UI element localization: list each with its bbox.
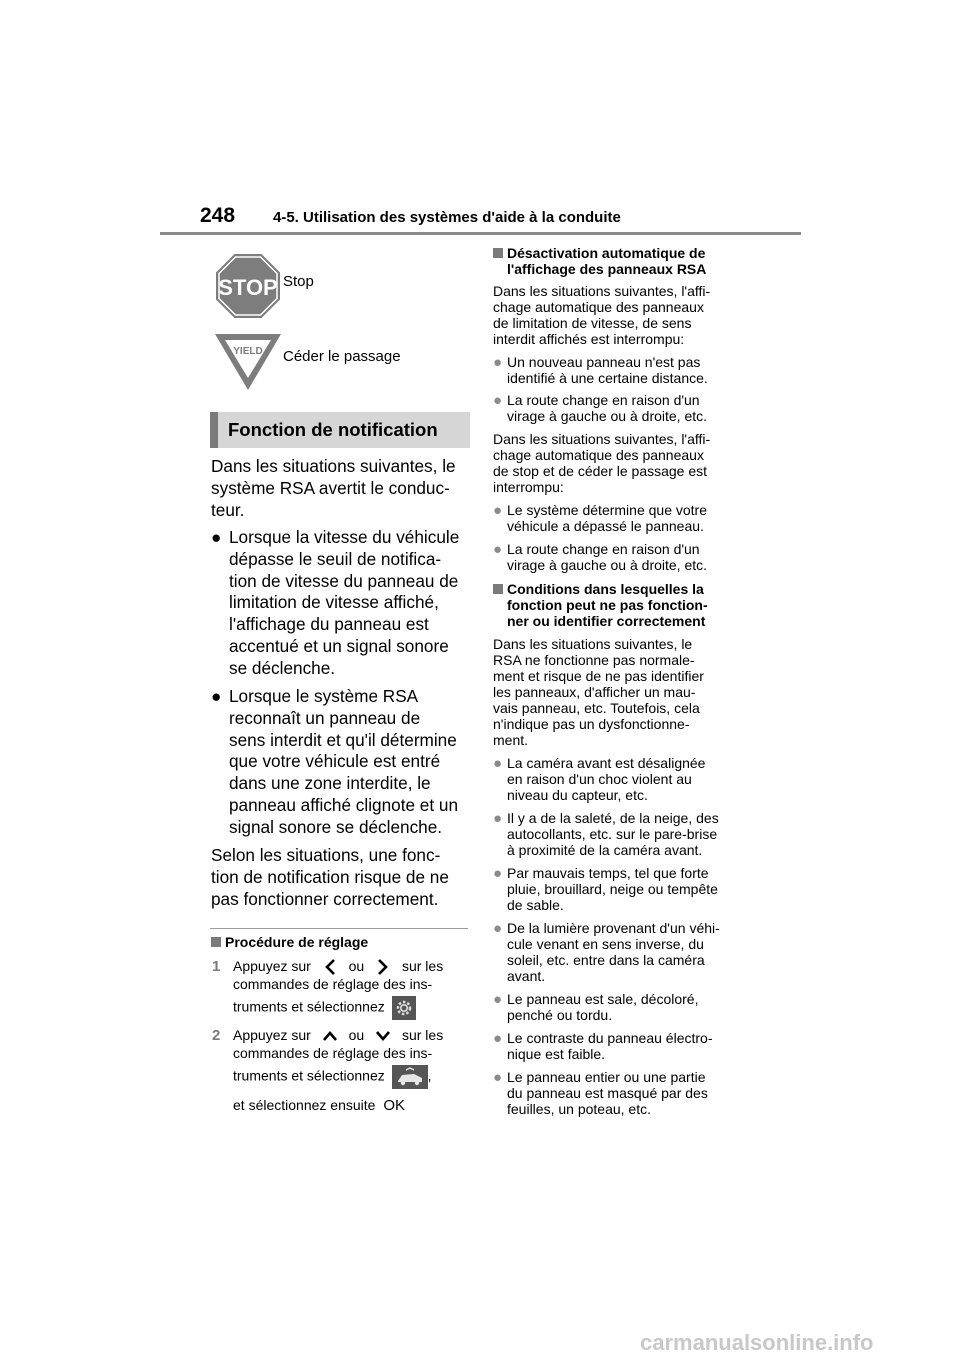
step-text: ou bbox=[348, 1027, 365, 1043]
para-line: les panneaux, d'afficher un mau- bbox=[493, 684, 696, 700]
divider bbox=[210, 928, 468, 929]
bullet-line: signal sonore se déclenche. bbox=[229, 816, 443, 837]
conditions-bullet-1 bbox=[507, 755, 757, 803]
bullet-line: limitation de vitesse affiché, bbox=[229, 592, 439, 613]
bullet-line: La route change en raison d'un bbox=[507, 541, 700, 557]
title-line: Conditions dans lesquelles la bbox=[507, 581, 704, 597]
auto-disable-intro-2 bbox=[493, 431, 755, 495]
square-bullet-icon bbox=[493, 248, 503, 258]
bullet-line: panneau affiché clignote et un bbox=[229, 794, 459, 815]
para-line: RSA ne fonctionne pas normale- bbox=[493, 652, 695, 668]
chevron-left-icon bbox=[323, 958, 339, 976]
title-line: Désactivation automatique de bbox=[507, 245, 706, 261]
bullet-line: de sable. bbox=[507, 897, 564, 913]
section-title: 4-5. Utilisation des systèmes d'aide à la conduite bbox=[273, 209, 621, 226]
square-bullet-icon bbox=[211, 937, 221, 947]
conditions-bullet-4 bbox=[507, 920, 757, 984]
step-text: truments et sélectionnez bbox=[233, 1067, 385, 1084]
conditions-bullet-5 bbox=[507, 991, 757, 1023]
step-text: et sélectionnez ensuite bbox=[233, 1097, 376, 1113]
bullet-line: Lorsque le système RSA bbox=[229, 686, 419, 706]
bullet-line: nique est faible. bbox=[507, 1046, 606, 1062]
bullet-line: Par mauvais temps, tel que forte bbox=[507, 865, 709, 881]
yield-sign-icon bbox=[213, 332, 283, 392]
bullet-line: l'affichage du panneau est bbox=[229, 614, 429, 635]
auto-disable-bullet-4 bbox=[507, 541, 757, 573]
bullet-line: autocollants, etc. sur le pare-brise bbox=[507, 826, 718, 842]
bullet-dot-icon: ● bbox=[211, 527, 222, 547]
notification-heading bbox=[210, 412, 470, 448]
para-line: chage automatique des panneaux bbox=[493, 299, 704, 315]
bullet-dot-icon: ● bbox=[493, 865, 503, 882]
para-line: interrompu: bbox=[493, 479, 564, 495]
procedure-title bbox=[211, 934, 368, 950]
note-line: Selon les situations, une fonc- bbox=[211, 845, 441, 865]
step-text: ou bbox=[348, 958, 365, 974]
step-2 bbox=[233, 1027, 473, 1114]
bullet-line: Il y a de la saleté, de la neige, des bbox=[507, 810, 719, 826]
bullet-line: véhicule a dépassé le panneau. bbox=[507, 518, 704, 534]
intro-line: système RSA avertit le conduc- bbox=[211, 477, 450, 498]
step-1 bbox=[233, 958, 473, 1020]
bullet-line: De la lumière provenant d'un véhi- bbox=[507, 920, 720, 936]
conditions-title bbox=[493, 581, 755, 629]
bullet-line: penché ou tordu. bbox=[507, 1007, 613, 1023]
notification-intro bbox=[211, 456, 473, 521]
step-text: sur les bbox=[401, 958, 444, 974]
watermark: carmanualsonline.info bbox=[640, 1330, 874, 1355]
bullet-line: virage à gauche ou à droite, etc. bbox=[507, 557, 708, 573]
bullet-line: Un nouveau panneau n'est pas bbox=[507, 354, 701, 370]
bullet-line: se déclenche. bbox=[229, 657, 336, 678]
chevron-right-icon bbox=[374, 958, 390, 976]
bullet-line: à proximité de la caméra avant. bbox=[507, 842, 703, 858]
title-line: l'affichage des panneaux RSA bbox=[507, 261, 707, 277]
para-line: n'indique pas un dysfonctionne- bbox=[493, 716, 690, 732]
bullet-line: pluie, brouillard, neige ou tempête bbox=[507, 881, 718, 897]
bullet-line: virage à gauche ou à droite, etc. bbox=[507, 408, 708, 424]
intro-line: Dans les situations suivantes, le bbox=[211, 456, 456, 476]
bullet-dot-icon: ● bbox=[493, 755, 503, 772]
notification-bullet-1 bbox=[229, 527, 479, 680]
bullet-dot-icon: ● bbox=[211, 686, 222, 706]
auto-disable-title bbox=[493, 245, 753, 277]
header-rule bbox=[160, 232, 801, 235]
note-line: tion de notification risque de ne bbox=[211, 866, 449, 887]
step-text: Appuyez sur bbox=[233, 958, 311, 974]
conditions-bullet-2 bbox=[507, 810, 757, 858]
intro-line: teur. bbox=[211, 499, 245, 520]
step-text: commandes de réglage des ins- bbox=[233, 976, 433, 992]
bullet-dot-icon: ● bbox=[493, 810, 503, 827]
conditions-bullet-7 bbox=[507, 1069, 757, 1117]
settings-gear-icon bbox=[392, 996, 416, 1020]
stop-label: Stop bbox=[283, 273, 314, 290]
bullet-dot-icon: ● bbox=[493, 1069, 503, 1086]
square-bullet-icon bbox=[493, 584, 503, 594]
para-line: de stop et de céder le passage est bbox=[493, 463, 708, 479]
bullet-line: avant. bbox=[507, 968, 546, 984]
bullet-line: reconnaît un panneau de bbox=[229, 707, 421, 728]
step-2-number: 2 bbox=[212, 1027, 221, 1044]
bullet-line: du panneau est masqué par des bbox=[507, 1085, 708, 1101]
conditions-intro bbox=[493, 636, 755, 748]
ok-button-label: OK bbox=[383, 1097, 406, 1114]
bullet-line: Le panneau entier ou une partie bbox=[507, 1069, 706, 1085]
bullet-line: sens interdit et qu'il détermine bbox=[229, 729, 457, 750]
step-text: Appuyez sur bbox=[233, 1027, 311, 1043]
conditions-bullet-6 bbox=[507, 1030, 757, 1062]
stop-sign-text: STOP bbox=[218, 275, 278, 300]
bullet-dot-icon: ● bbox=[493, 541, 503, 558]
yield-sign-text: YIELD bbox=[233, 346, 263, 357]
bullet-dot-icon: ● bbox=[493, 920, 503, 937]
bullet-line: feuilles, un poteau, etc. bbox=[507, 1101, 651, 1117]
auto-disable-bullet-2 bbox=[507, 392, 757, 424]
para-line: interdit affichés est interrompu: bbox=[493, 331, 685, 347]
procedure-title-text: Procédure de réglage bbox=[225, 934, 369, 950]
bullet-dot-icon: ● bbox=[493, 1030, 503, 1047]
title-line: ner ou identifier correctement bbox=[507, 613, 706, 629]
bullet-line: cule venant en sens inverse, du bbox=[507, 936, 704, 952]
page-number: 248 bbox=[200, 204, 236, 227]
para-line: chage automatique des panneaux bbox=[493, 447, 704, 463]
step-text: sur les bbox=[401, 1027, 444, 1043]
stop-sign-icon bbox=[215, 253, 281, 319]
step-1-number: 1 bbox=[212, 958, 221, 975]
auto-disable-bullet-1 bbox=[507, 354, 757, 386]
bullet-line: soleil, etc. entre dans la caméra bbox=[507, 952, 705, 968]
bullet-line: Le système détermine que votre bbox=[507, 502, 707, 518]
conditions-bullet-3 bbox=[507, 865, 757, 913]
notification-heading-text: Fonction de notification bbox=[228, 419, 438, 440]
note-line: pas fonctionner correctement. bbox=[211, 888, 439, 909]
para-line: Dans les situations suivantes, l'affi- bbox=[493, 431, 711, 447]
para-line: de limitation de vitesse, de sens bbox=[493, 315, 692, 331]
bullet-line: La caméra avant est désalignée bbox=[507, 755, 706, 771]
step-text: commandes de réglage des ins- bbox=[233, 1045, 433, 1061]
bullet-line: tion de vitesse du panneau de bbox=[229, 570, 459, 591]
para-line: vais panneau, etc. Toutefois, cela bbox=[493, 700, 700, 716]
bullet-dot-icon: ● bbox=[493, 354, 503, 371]
bullet-line: identifié à une certaine distance. bbox=[507, 370, 708, 386]
notification-bullet-2 bbox=[229, 686, 479, 839]
para-line: ment et risque de ne pas identifier bbox=[493, 668, 704, 684]
bullet-dot-icon: ● bbox=[493, 991, 503, 1008]
bullet-line: en raison d'un choc violent au bbox=[507, 771, 692, 787]
para-line: Dans les situations suivantes, le bbox=[493, 636, 693, 652]
bullet-line: La route change en raison d'un bbox=[507, 392, 700, 408]
bullet-line: accentué et un signal sonore bbox=[229, 635, 449, 656]
bullet-dot-icon: ● bbox=[493, 392, 503, 409]
yield-label: Céder le passage bbox=[283, 348, 401, 365]
bullet-line: Le contraste du panneau électro- bbox=[507, 1030, 713, 1046]
bullet-line: dans une zone interdite, le bbox=[229, 773, 431, 794]
title-line: fonction peut ne pas fonction- bbox=[507, 597, 708, 613]
auto-disable-intro bbox=[493, 283, 755, 347]
chevron-down-icon bbox=[374, 1029, 392, 1043]
para-line: ment. bbox=[493, 732, 529, 748]
notification-note bbox=[211, 845, 473, 910]
bullet-line: Lorsque la vitesse du véhicule bbox=[229, 527, 460, 547]
bullet-dot-icon: ● bbox=[493, 502, 503, 519]
auto-disable-bullet-3 bbox=[507, 502, 757, 534]
bullet-line: que votre véhicule est entré bbox=[229, 751, 441, 772]
bullet-line: dépasse le seuil de notifica- bbox=[229, 548, 442, 569]
bullet-line: Le panneau est sale, décoloré, bbox=[507, 991, 699, 1007]
para-line: Dans les situations suivantes, l'affi- bbox=[493, 283, 711, 299]
driving-assist-car-icon bbox=[392, 1065, 428, 1089]
bullet-line: niveau du capteur, etc. bbox=[507, 787, 648, 803]
chevron-up-icon bbox=[321, 1029, 339, 1043]
step-text: truments et sélectionnez bbox=[233, 998, 385, 1015]
step-text: , bbox=[427, 1067, 432, 1084]
